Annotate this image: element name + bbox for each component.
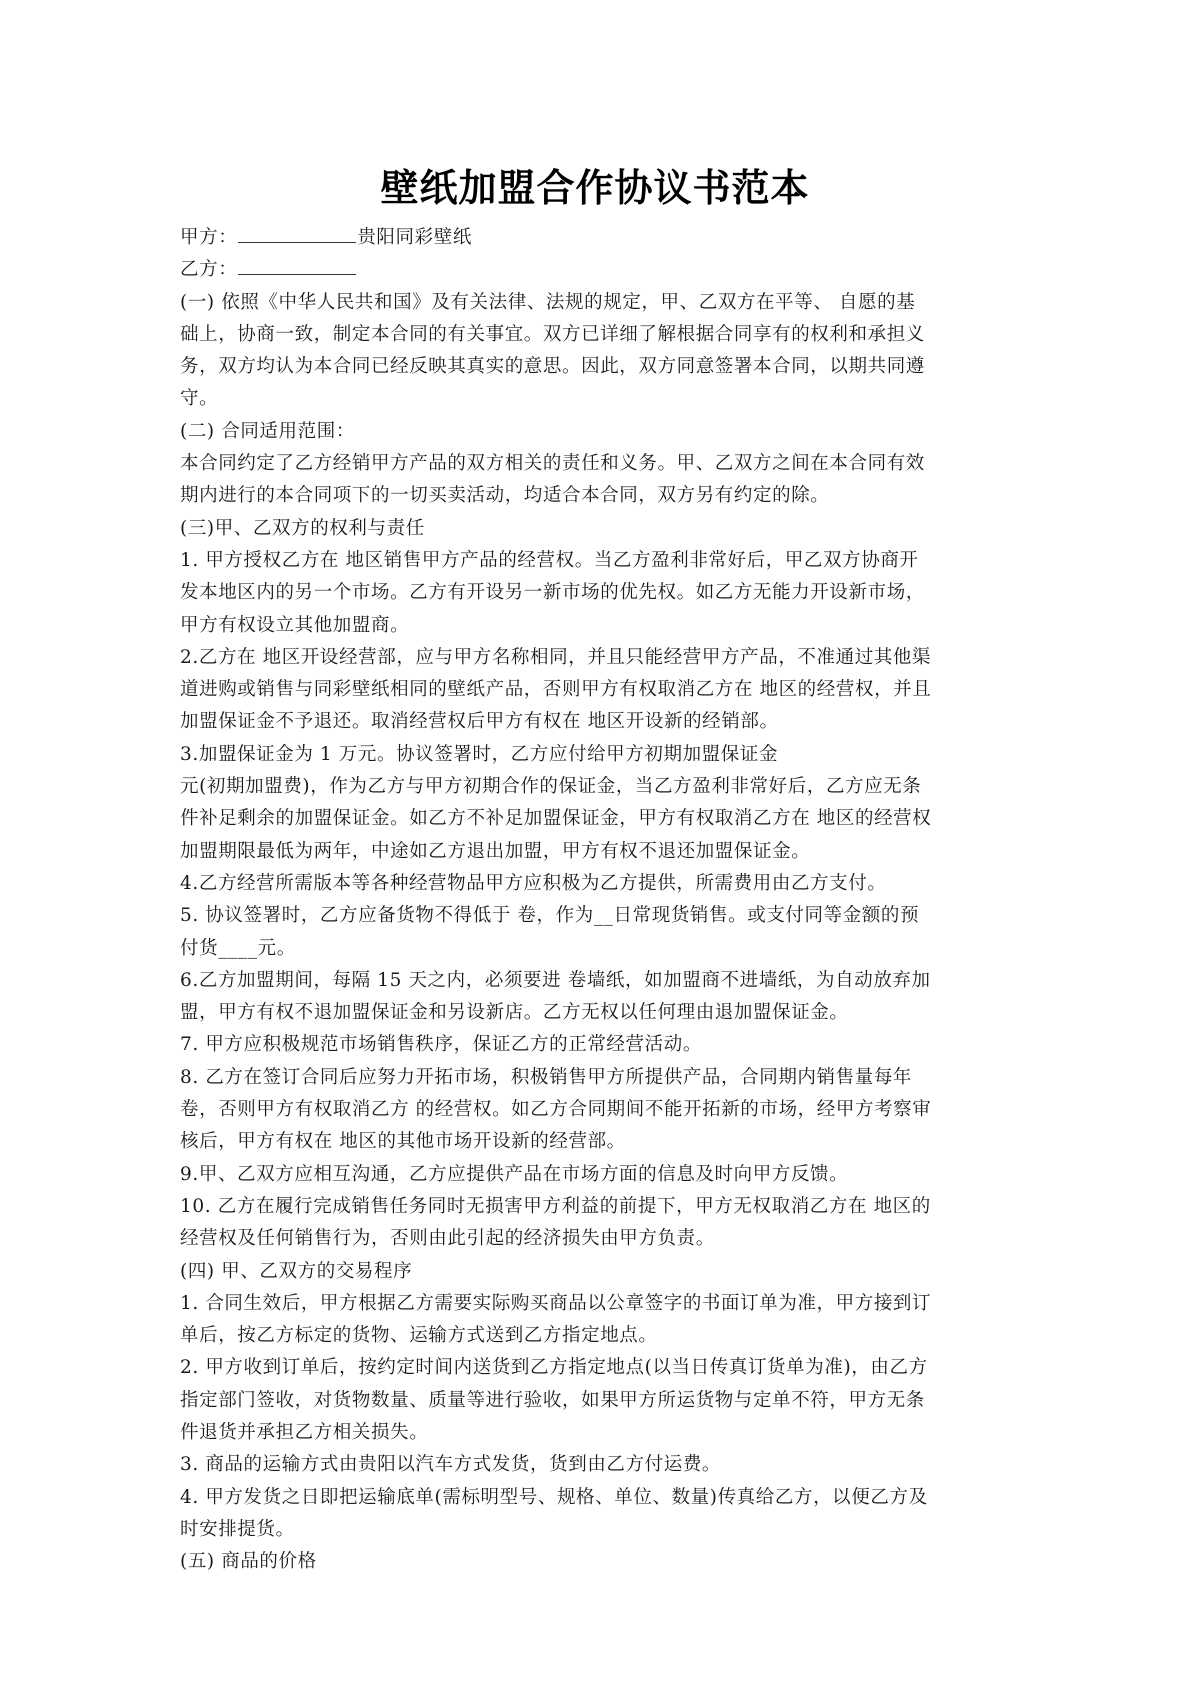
section-heading: (五) 商品的价格 <box>180 1551 317 1573</box>
text-line: 付货____元。 <box>180 937 296 959</box>
text-line: (一) 依照《中华人民共和国》及有关法律、法规的规定，甲、乙双方在平等、 自愿的基 <box>180 291 916 313</box>
text-line: 核后，甲方有权在 地区的其他市场开设新的经营部。 <box>180 1131 626 1153</box>
text-line: 7. 甲方应积极规范市场销售秩序，保证乙方的正常经营活动。 <box>180 1034 702 1056</box>
document-body <box>180 222 1018 1578</box>
document-title: 壁纸加盟合作协议书范本 <box>380 166 810 210</box>
text-line: 9.甲、乙双方应相互沟通，乙方应提供产品在市场方面的信息及时向甲方反馈。 <box>180 1163 849 1185</box>
text-line: 经营权及任何销售行为，否则由此引起的经济损失由甲方负责。 <box>180 1228 715 1250</box>
section-heading: (二) 合同适用范围： <box>180 420 355 442</box>
party-b-blank <box>238 256 356 275</box>
party-a-blank <box>238 224 356 243</box>
party-a-line <box>180 222 1018 254</box>
text-line: 3. 商品的运输方式由贵阳以汽车方式发货，货到由乙方付运费。 <box>180 1454 722 1476</box>
party-b-line <box>180 254 1018 286</box>
party-a-value: 贵阳同彩壁纸 <box>357 227 472 248</box>
text-line: 加盟期限最低为两年，中途如乙方退出加盟，甲方有权不退还加盟保证金。 <box>180 840 811 862</box>
section-heading: (四) 甲、乙双方的交易程序 <box>180 1260 413 1282</box>
party-b-label: 乙方： <box>180 259 238 281</box>
text-line: 元(初期加盟费)，作为乙方与甲方初期合作的保证金，当乙方盈利非常好后，乙方应无条 <box>180 776 922 798</box>
text-line: 6.乙方加盟期间，每隔 15 天之内，必须要进 卷墙纸，如加盟商不进墙纸，为自动放弃加 <box>180 969 931 991</box>
party-a-label: 甲方： <box>180 227 238 248</box>
text-line: 10. 乙方在履行完成销售任务同时无损害甲方利益的前提下，甲方无权取消乙方在 地区的 <box>180 1195 931 1217</box>
section-heading: (三)甲、乙双方的权利与责任 <box>180 517 425 539</box>
text-line: 甲方有权设立其他加盟商。 <box>180 614 410 636</box>
text-line: 2. 甲方收到订单后，按约定时间内送货到乙方指定地点(以当日传真订货单为准)，由乙方 <box>180 1357 928 1379</box>
text-line: 守。 <box>180 388 219 410</box>
text-line: 发本地区内的另一个市场。乙方有开设另一新市场的优先权。如乙方无能力开设新市场， <box>180 582 925 604</box>
text-line: 1. 合同生效后，甲方根据乙方需要实际购买商品以公章签字的书面订单为准，甲方接到订 <box>180 1292 932 1314</box>
text-line: 盟，甲方有权不退加盟保证金和另设新店。乙方无权以任何理由退加盟保证金。 <box>180 1002 849 1024</box>
text-line: 指定部门签收，对货物数量、质量等进行验收，如果甲方所运货物与定单不符，甲方无条 <box>180 1389 925 1411</box>
text-line: 8. 乙方在签订合同后应努力开拓市场，积极销售甲方所提供产品，合同期内销售量每年 <box>180 1066 913 1088</box>
text-line: 单后，按乙方标定的货物、运输方式送到乙方指定地点。 <box>180 1325 658 1347</box>
text-line: 务，双方均认为本合同已经反映其真实的意思。因此，双方同意签署本合同，以期共同遵 <box>180 356 925 378</box>
text-line: 4. 甲方发货之日即把运输底单(需标明型号、规格、单位、数量)传真给乙方，以便乙方及 <box>180 1486 928 1508</box>
text-line: 础上，协商一致，制定本合同的有关事宜。双方已详细了解根据合同享有的权利和承担义 <box>180 323 925 345</box>
text-line: 2.乙方在 地区开设经营部，应与甲方名称相同，并且只能经营甲方产品，不准通过其他渠 <box>180 646 932 668</box>
text-line: 道进购或销售与同彩壁纸相同的壁纸产品，否则甲方有权取消乙方在 地区的经营权，并且 <box>180 679 932 701</box>
text-line: 卷，否则甲方有权取消乙方 的经营权。如乙方合同期间不能开拓新的市场，经甲方考察审 <box>180 1099 932 1121</box>
text-line: 时安排提货。 <box>180 1518 295 1540</box>
text-line: 5. 协议签署时，乙方应备货物不得低于 卷，作为__日常现货销售。或支付同等金额的预 <box>180 905 920 927</box>
text-line: 加盟保证金不予退还。取消经营权后甲方有权在 地区开设新的经销部。 <box>180 711 779 733</box>
text-line: 件退货并承担乙方相关损失。 <box>180 1421 429 1443</box>
text-line: 4.乙方经营所需版本等各种经营物品甲方应积极为乙方提供，所需费用由乙方支付。 <box>180 872 887 894</box>
text-line: 3.加盟保证金为 1 万元。协议签署时，乙方应付给甲方初期加盟保证金 <box>180 743 779 765</box>
text-line: 1. 甲方授权乙方在 地区销售甲方产品的经营权。当乙方盈利非常好后，甲乙双方协商开 <box>180 549 919 571</box>
text-line: 本合同约定了乙方经销甲方产品的双方相关的责任和义务。甲、乙双方之间在本合同有效 <box>180 453 925 475</box>
text-line: 件补足剩余的加盟保证金。如乙方不补足加盟保证金，甲方有权取消乙方在 地区的经营权 <box>180 808 932 830</box>
text-line: 期内进行的本合同项下的一切买卖活动，均适合本合同，双方另有约定的除。 <box>180 485 830 507</box>
